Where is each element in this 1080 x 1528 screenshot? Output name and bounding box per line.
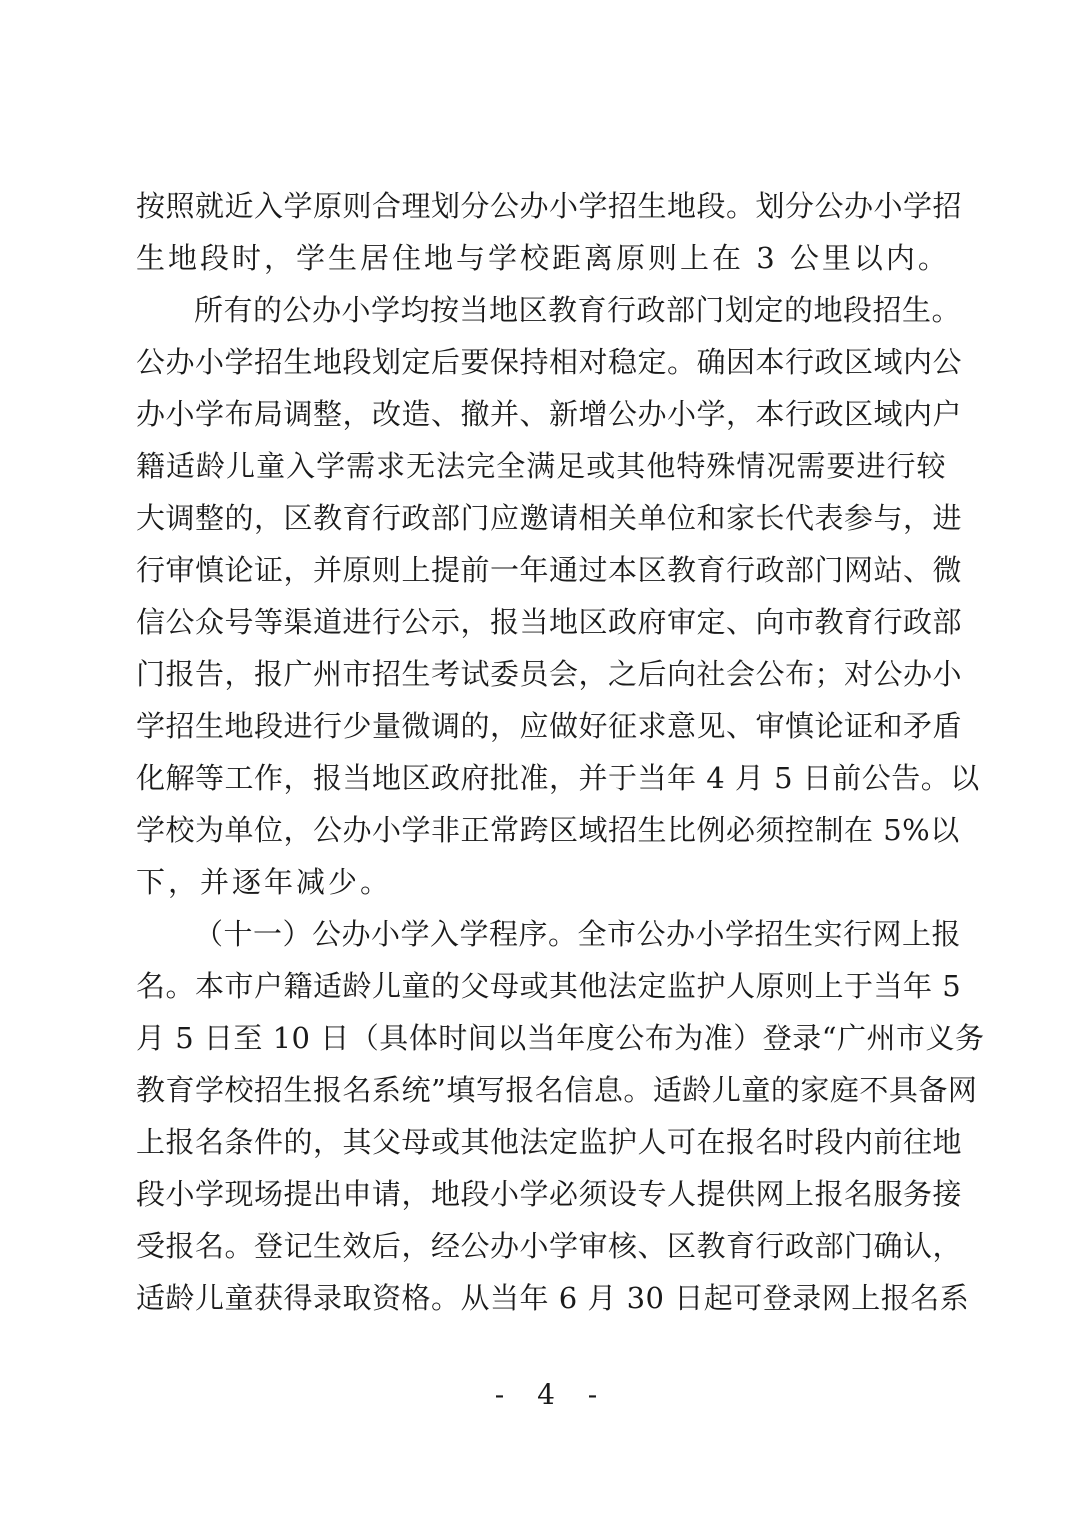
text-line: 化解等工作，报当地区政府批准，并于当年 4 月 5 日前公告。以: [136, 761, 980, 795]
text-line: 下，并逐年减少。: [136, 865, 393, 899]
text-line: 公办小学招生地段划定后要保持相对稳定。确因本行政区域内公: [136, 345, 963, 379]
text-line: 按照就近入学原则合理划分公办小学招生地段。划分公办小学招: [136, 189, 963, 223]
page-number: - 4 -: [494, 1378, 610, 1411]
text-line: 学招生地段进行少量微调的，应做好征求意见、审慎论证和矛盾: [136, 709, 963, 743]
text-line: 办小学布局调整，改造、撤并、新增公办小学，本行政区域内户: [136, 397, 963, 431]
paragraph-start-line: 所有的公办小学均按当地区教育行政部门划定的地段招生。: [194, 293, 962, 327]
text-line: 信公众号等渠道进行公示，报当地区政府审定、向市教育行政部: [136, 605, 963, 639]
text-line: 适龄儿童获得录取资格。从当年 6 月 30 日起可登录网上报名系: [136, 1281, 970, 1315]
text-line: 大调整的，区教育行政部门应邀请相关单位和家长代表参与，进: [136, 501, 963, 535]
text-line: 学校为单位，公办小学非正常跨区域招生比例必须控制在 5%以: [136, 813, 960, 847]
text-line: 段小学现场提出申请，地段小学必须设专人提供网上报名服务接: [136, 1177, 963, 1211]
text-line: 教育学校招生报名系统”填写报名信息。适龄儿童的家庭不具备网: [136, 1073, 978, 1107]
text-line: 门报告，报广州市招生考试委员会，之后向社会公布；对公办小: [136, 657, 963, 691]
body-text: [136, 180, 985, 1324]
text-line: 籍适龄儿童入学需求无法完全满足或其他特殊情况需要进行较: [136, 449, 946, 483]
text-line: 行审慎论证，并原则上提前一年通过本区教育行政部门网站、微: [136, 553, 963, 587]
paragraph-start-line: （十一）公办小学入学程序。全市公办小学招生实行网上报: [194, 917, 962, 951]
text-line: 生地段时，学生居住地与学校距离原则上在 3 公里以内。: [136, 241, 950, 275]
text-line: 月 5 日至 10 日（具体时间以当年度公布为准）登录“广州市义务: [136, 1021, 985, 1055]
text-line: 名。本市户籍适龄儿童的父母或其他法定监护人原则上于当年 5: [136, 969, 962, 1003]
text-line: 上报名条件的，其父母或其他法定监护人可在报名时段内前往地: [136, 1125, 963, 1159]
text-line: 受报名。登记生效后，经公办小学审核、区教育行政部门确认，: [136, 1229, 963, 1263]
